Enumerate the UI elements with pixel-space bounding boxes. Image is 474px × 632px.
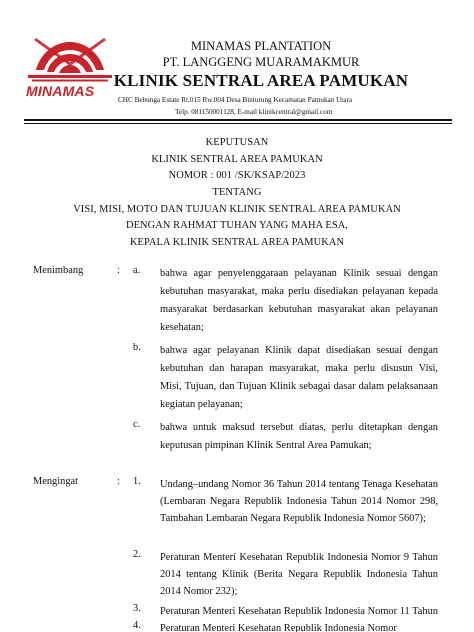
doc-subject: VISI, MISI, MOTO DAN TUJUAN KLINIK SENTRAL AREA PAMUKAN	[73, 204, 401, 215]
menimbang-marker: c.	[133, 419, 141, 430]
menimbang-item: bahwa agar pelayanan Klinik dapat disediakan sesuai dengan kebutuhan dan harapan masyarakat, maka perlu disusun Visi, Misi, Tujuan, dan Tujuan Klinik sebagai dasar dalam pelaksanaan kegiatan pelayanan;	[160, 345, 438, 410]
letterhead-divider-thick	[24, 119, 452, 121]
mengingat-marker: 1.	[133, 476, 141, 487]
menimbang-label: Menimbang	[33, 265, 84, 276]
doc-blessing: DENGAN RAHMAT TUHAN YANG MAHA ESA,	[126, 220, 348, 231]
mengingat-marker: 2.	[133, 549, 141, 560]
subsidiary-name: PT. LANGGENG MUARAMAKMUR	[162, 55, 360, 69]
mengingat-item: Peraturan Menteri Kesehatan Republik Indonesia Nomor 11 Tahun	[160, 606, 438, 617]
mengingat-item: Undang–undang Nomor 36 Tahun 2014 tentang Tenaga Kesehatan (Lembaran Negara Republik Indonesia Tahun 2014 Nomor 298, Tambahan Lembaran Negara Republik Indonesia Nomor 5607);	[160, 479, 438, 524]
mengingat-colon: :	[117, 476, 120, 487]
letterhead-divider-thin	[24, 123, 452, 124]
menimbang-colon: :	[117, 265, 120, 276]
logo-wordmark: MINAMAS	[26, 83, 95, 99]
menimbang-item: bahwa untuk maksud tersebut diatas, perlu ditetapkan dengan keputusan pimpinan Klinik Sentral Area Pamukan;	[160, 422, 438, 451]
doc-tentang: TENTANG	[212, 187, 262, 198]
mengingat-marker: 3.	[133, 603, 141, 614]
contact-line: Telp. 081150001128, E-mail klinikcentral@gmail.com	[175, 108, 333, 116]
menimbang-item: bahwa agar penyelenggaraan pelayanan Klinik sesuai dengan kebutuhan masyarakat, maka perlu disediakan pelayanan kepada masyarakat berdasarkan kebutuhan masyarakat akan pelayanan kesehatan;	[160, 268, 438, 333]
mengingat-label: Mengingat	[33, 476, 79, 487]
doc-head-title: KEPALA KLINIK SENTRAL AREA PAMUKAN	[129, 237, 345, 248]
doc-number: NOMOR : 001 /SK/KSAP/2023	[168, 170, 306, 181]
menimbang-marker: b.	[133, 342, 141, 353]
company-name: MINAMAS PLANTATION	[190, 39, 332, 53]
mengingat-item: Peraturan Menteri Kesehatan Republik Indonesia Nomor	[160, 623, 397, 632]
menimbang-marker: a.	[133, 265, 141, 276]
mengingat-item: Peraturan Menteri Kesehatan Republik Indonesia Nomor 9 Tahun 2014 tentang Klinik (Berita Negara Republik Indonesia Tahun 2014 Nomor 232);	[160, 552, 438, 597]
clinic-name: KLINIK SENTRAL AREA PAMUKAN	[113, 71, 409, 90]
doc-type: KEPUTUSAN	[205, 137, 269, 148]
mengingat-marker: 4.	[133, 620, 141, 631]
doc-issuer: KLINIK SENTRAL AREA PAMUKAN	[151, 154, 323, 165]
address-line: CHC Bebunga Estate Rt.015 Rw.004 Desa Binturung Kecamatan Pamukan Utara	[118, 96, 353, 104]
